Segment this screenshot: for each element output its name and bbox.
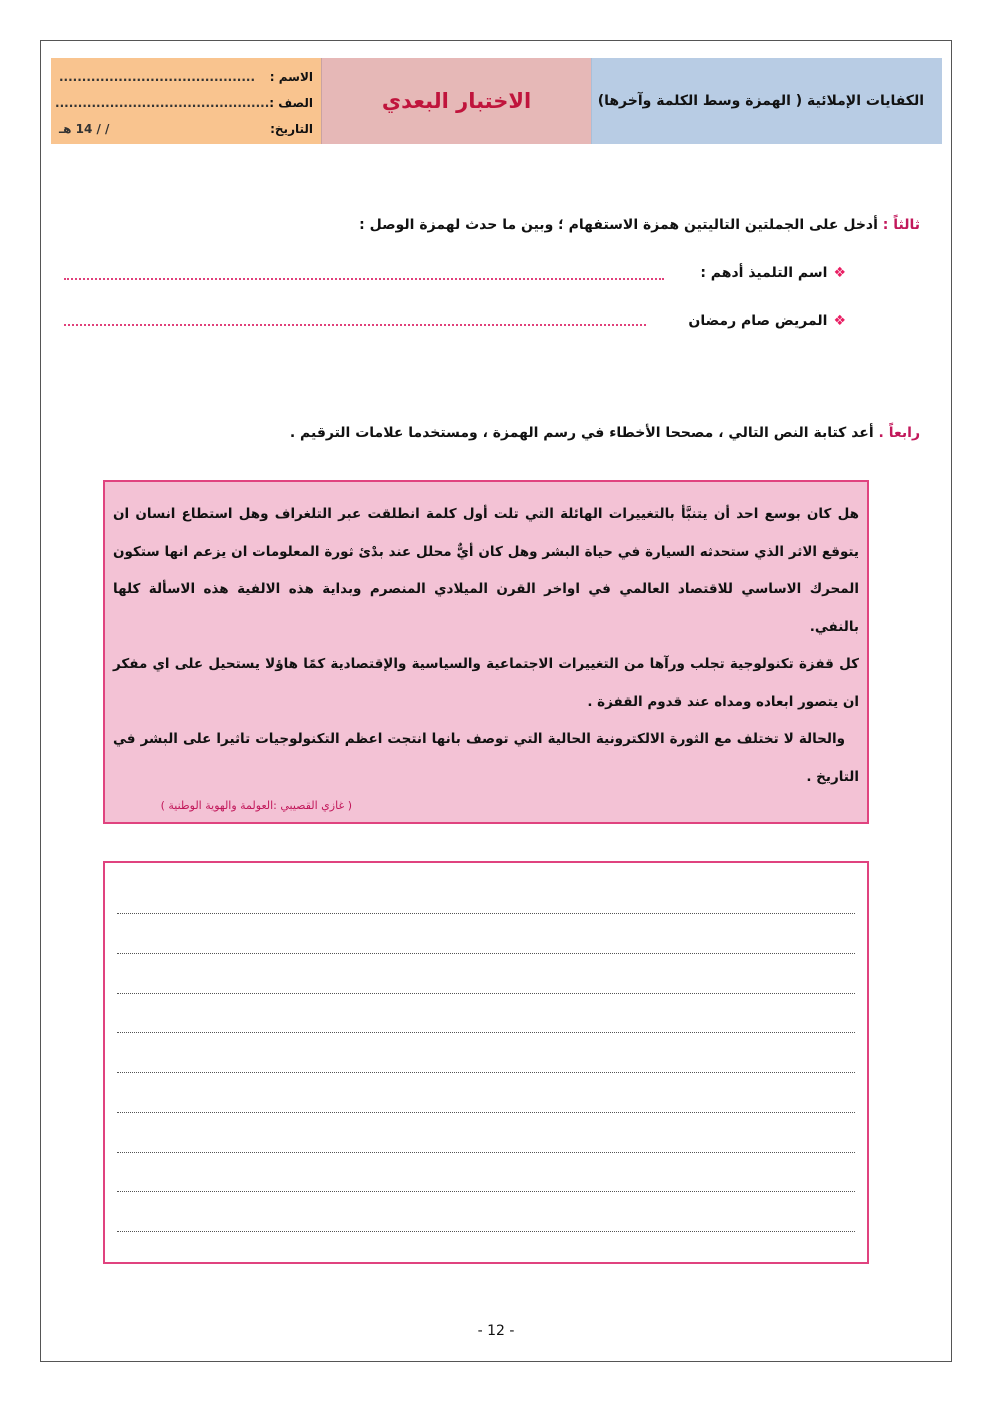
class-field[interactable]: ............................................... <box>55 96 270 110</box>
passage-source: ( غازي القصيبي :العولمة والهوية الوطنية ) <box>160 799 352 812</box>
writing-line[interactable] <box>117 1231 855 1232</box>
section3-item-1 <box>700 265 846 281</box>
test-title: الاختبار البعدي <box>381 89 532 113</box>
writing-line[interactable] <box>117 1072 855 1073</box>
item-1-text: اسم التلميذ أدهم : <box>700 265 828 281</box>
page-number: - 12 - <box>477 1323 515 1339</box>
item-2-text: المريض صام رمضان <box>688 313 828 329</box>
answer-line-1[interactable] <box>64 278 664 280</box>
passage-paragraph-3: والحالة لا تختلف مع الثورة الالكترونية الحالية التي توصف بانها انتجت اعظم التكنولوجيات تاثيرا على البشر في التاريخ . <box>113 731 859 785</box>
writing-line[interactable] <box>117 1191 855 1192</box>
class-row <box>55 90 313 116</box>
student-info <box>51 58 321 144</box>
name-field[interactable]: ........................................... <box>59 70 256 84</box>
section3-item-2 <box>688 313 846 329</box>
section3-instruction: أدخل على الجملتين التاليتين همزة الاستفهام ؛ وبين ما حدث لهمزة الوصل : <box>359 217 878 233</box>
test-title-cell <box>321 58 592 144</box>
writing-line[interactable] <box>117 953 855 954</box>
writing-line[interactable] <box>117 1152 855 1153</box>
name-label: الاسم : <box>269 70 313 84</box>
writing-line[interactable] <box>117 993 855 994</box>
section4-instruction: أعد كتابة النص التالي ، مصححا الأخطاء في رسم الهمزة ، ومستخدما علامات الترقيم . <box>289 425 874 441</box>
subject-cell <box>592 58 942 144</box>
writing-line[interactable] <box>117 913 855 914</box>
date-label: التاريخ: <box>270 122 313 136</box>
writing-line[interactable] <box>117 1112 855 1113</box>
passage-paragraph-2: كل قفزة تكنولوجية تجلب ورآها من التغييرات الاجتماعية والسياسية والإقتصادية كمًا هاؤلا يستحيل على اي مفكر ان يتصور ابعاده ومداه عند قدوم القفزة . <box>113 656 859 710</box>
class-label: الصف : <box>269 96 313 110</box>
diamond-bullet-icon: ❖ <box>833 313 846 329</box>
date-field[interactable]: / / 14 هـ <box>59 122 110 136</box>
passage-box <box>103 480 869 824</box>
header-bar <box>51 58 942 144</box>
writing-line[interactable] <box>117 1032 855 1033</box>
name-row <box>59 64 313 90</box>
answer-line-2[interactable] <box>64 324 646 326</box>
date-row <box>59 116 313 142</box>
passage-paragraph-1: هل كان بوسع احد أن يتنبَّأ بالتغييرات الهائلة التي تلت أول كلمة انطلقت عبر التلغراف وهل استطاع انسان ان يتوقع الاثر الذي ستحدثه السيارة في حياة البشر وهل كان أيٌّ محلل عند بدْئ ثورة المعلومات ان يزعم انها ستكون المحرك الاساسي للاقتصاد العالمي في اواخر القرن الميلادي المنصرم وبداية هذه الالفية هذه الاسألة كلها بالنفي. <box>113 506 859 635</box>
answer-box[interactable] <box>103 861 869 1264</box>
subject-title: الكفايات الإملائية ( الهمزة وسط الكلمة وآخرها) <box>597 93 924 109</box>
section3-key: ثالثاً : <box>882 217 920 233</box>
section4-question <box>290 425 920 441</box>
section4-key: رابعاً . <box>878 425 920 441</box>
diamond-bullet-icon: ❖ <box>833 265 846 281</box>
section3-question <box>359 217 920 233</box>
